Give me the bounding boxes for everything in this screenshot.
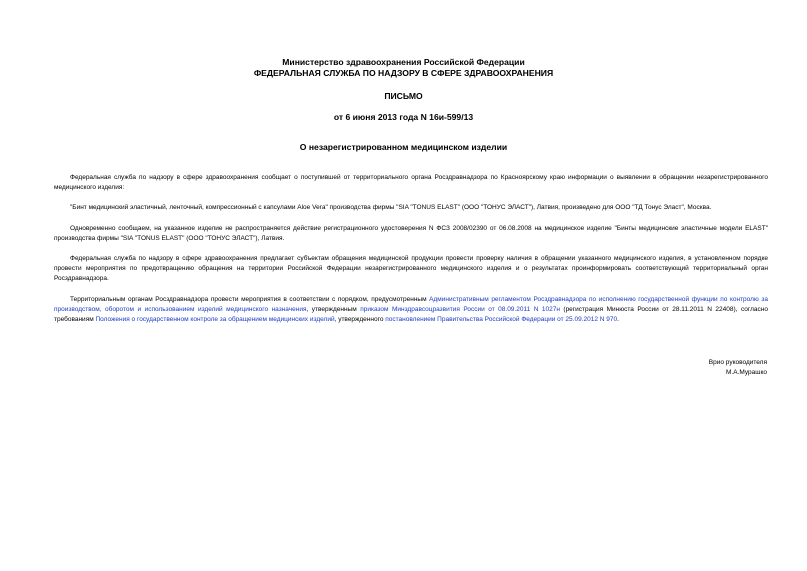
paragraph-5-text-5: .	[617, 316, 619, 323]
paragraph-5-text-1: Территориальным органам Росздравнадзора провести мероприятия в соответствии с порядком, предусмотренным	[70, 296, 430, 303]
service-name: ФЕДЕРАЛЬНАЯ СЛУЖБА ПО НАДЗОРУ В СФЕРЕ ЗДРАВООХРАНЕНИЯ	[253, 68, 554, 78]
paragraph-2: "Бинт медицинский эластичный, ленточный, компрессионный с капсулами Aloe Vera" производства фирмы "SIA "TONUS ELAST" (ООО "ТОНУС ЭЛАСТ"), Латвия, произведено для ООО "ТД Тонус Эласт", Москва.	[70, 204, 712, 211]
signatory-name: М.А.Мурашко	[725, 369, 767, 376]
state-control-regulation-link[interactable]: Положения о государственном контроле за обращением медицинских изделий	[95, 316, 335, 323]
paragraph-1: Федеральная служба по надзору в сфере здравоохранения сообщает о поступившей от территориального органа Росздравнадзора по Красноярскому краю информации о выявлении в обращении незарегистрированного медицинского изделия:	[54, 174, 768, 191]
admin-regulation-link[interactable]: Административным регламентом Росздравнадзора по исполнению государственной функции по контролю за производством, оборотом и использованием изделий медицинского назначения	[54, 296, 768, 313]
document-type: ПИСЬМО	[384, 91, 423, 101]
paragraph-4: Федеральная служба по надзору в сфере здравоохранения предлагает субъектам обращения медицинской продукции провести проверку наличия в обращении указанного медицинского изделия, в установленном порядке провести мероприятия по предотвращению обращения на территории Российской Федерации незарегистрированного медицинского изделия и о результатах проинформировать соответствующий территориальный орган Росздравнадзора.	[54, 255, 768, 282]
document-date-number: от 6 июня 2013 года N 16и-599/13	[333, 112, 474, 122]
order-1027n-link[interactable]: приказом Минздравсоцразвития России от 08.09.2011 N 1027н	[360, 306, 560, 313]
paragraph-5-text-3: (регистрация Минюста России от 28.11.2011 N 22408), согласно требованиям	[54, 306, 768, 323]
signatory-position: Врио руководителя	[708, 359, 767, 366]
paragraph-5-text-2: , утвержденным	[306, 306, 361, 313]
government-decree-970-link[interactable]: постановлением Правительства Российской Федерации от 25.09.2012 N 970	[385, 316, 618, 323]
paragraph-5-text-4: , утвержденного	[334, 316, 386, 323]
document-subject: О незарегистрированном медицинском изделии	[299, 142, 508, 152]
signature-block	[709, 358, 767, 378]
paragraph-3: Одновременно сообщаем, на указанное изделие не распространяется действие регистрационного удостоверения N ФСЗ 2008/02390 от 06.08.2008 на медицинское изделие "Бинты медицинские эластичные модели ELAST" производства фирмы "SIA "TONUS ELAST" (ООО "ТОНУС ЭЛАСТ"), Латвия.	[54, 225, 768, 242]
paragraph-5	[54, 295, 768, 325]
ministry-name: Министерство здравоохранения Российской Федерации	[282, 57, 525, 67]
document-header	[0, 57, 807, 79]
